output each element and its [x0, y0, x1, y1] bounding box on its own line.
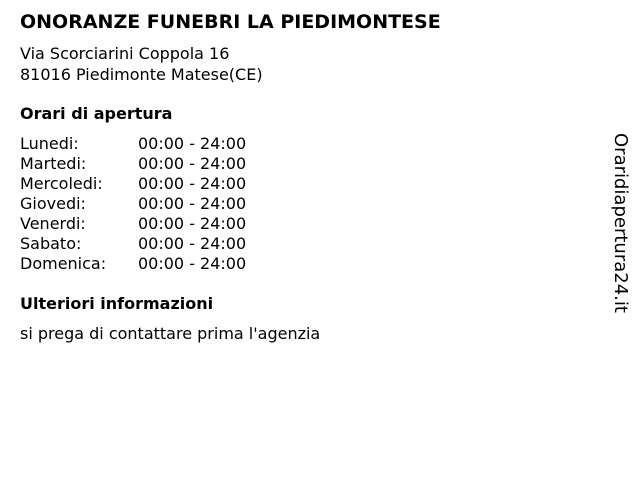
- more-info-text: si prega di contattare prima l'agenzia: [20, 324, 321, 343]
- day-label: Domenica:: [20, 254, 107, 273]
- more-info-heading: Ulteriori informazioni: [20, 294, 214, 313]
- hours-value: 00:00 - 24:00: [138, 174, 247, 193]
- watermark: [600, 133, 640, 313]
- address: [20, 43, 263, 85]
- hours-row-monday: [20, 134, 280, 154]
- hours-row-friday: [20, 214, 280, 234]
- watermark-text: Oraridiapertura24.it: [610, 133, 631, 313]
- day-label: Sabato:: [20, 234, 82, 253]
- opening-hours-list: [20, 134, 280, 274]
- address-street: Via Scorciarini Coppola 16: [20, 44, 230, 63]
- hours-row-saturday: [20, 234, 280, 254]
- hours-value: 00:00 - 24:00: [138, 194, 247, 213]
- hours-value: 00:00 - 24:00: [138, 154, 247, 173]
- day-label: Martedi:: [20, 154, 87, 173]
- day-label: Lunedi:: [20, 134, 79, 153]
- opening-hours-heading: Orari di apertura: [20, 104, 173, 123]
- hours-value: 00:00 - 24:00: [138, 134, 247, 153]
- hours-row-wednesday: [20, 174, 280, 194]
- hours-row-thursday: [20, 194, 280, 214]
- address-city: 81016 Piedimonte Matese(CE): [20, 65, 263, 84]
- day-label: Venerdi:: [20, 214, 86, 233]
- hours-row-sunday: [20, 254, 280, 274]
- day-label: Giovedi:: [20, 194, 86, 213]
- hours-row-tuesday: [20, 154, 280, 174]
- hours-value: 00:00 - 24:00: [138, 254, 247, 273]
- hours-value: 00:00 - 24:00: [138, 234, 247, 253]
- day-label: Mercoledi:: [20, 174, 103, 193]
- hours-value: 00:00 - 24:00: [138, 214, 247, 233]
- business-name: ONORANZE FUNEBRI LA PIEDIMONTESE: [20, 11, 441, 33]
